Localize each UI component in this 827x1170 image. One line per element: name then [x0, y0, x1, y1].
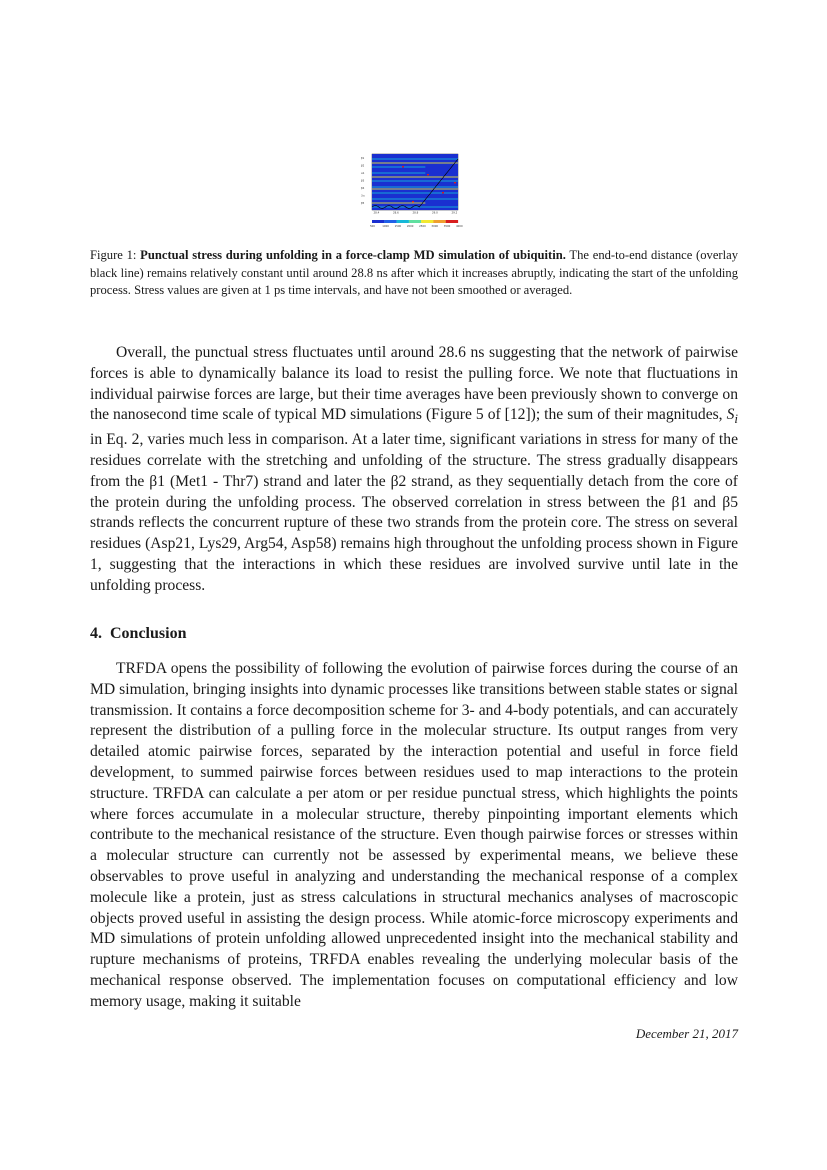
- heatmap-streak: [372, 199, 458, 200]
- x-tick-label: 29.0: [432, 211, 438, 215]
- heatmap-streak: [372, 167, 425, 168]
- heatmap-row: [372, 170, 458, 172]
- heatmap-row: [372, 190, 458, 192]
- footer-date: December 21, 2017: [635, 1026, 738, 1041]
- x-axis-ticks: [374, 211, 458, 215]
- heatmap-peak: [402, 166, 404, 167]
- heatmap-peak: [454, 182, 456, 183]
- colorbar-tick-label: 3500: [443, 225, 451, 228]
- figure-label: Figure 1:: [90, 248, 137, 262]
- heatmap-row: [372, 154, 458, 156]
- heatmap-row: [372, 208, 458, 210]
- colorbar-tick-label: 500: [370, 225, 375, 228]
- heatmap-peak: [442, 192, 444, 193]
- heatmap-peak: [412, 201, 414, 202]
- paragraph-1-text-a: Overall, the punctual stress fluctuates until around 28.6 ns suggesting that the network of pairwise forces is able to dynamically balance its load to resist the pulling force. We note that fluctuations in individual pairwise forces are large, but their time averages have been previously shown to converge on the nanosecond time scale of typical MD simulations (Figure 5 of [12]); the sum of their magnitudes,: [90, 344, 738, 424]
- stress-symbol: S: [726, 406, 735, 424]
- heatmap-row: [372, 200, 458, 202]
- heatmap-row: [372, 184, 458, 186]
- section-number: 4.: [90, 625, 102, 642]
- colorbar-segment: [384, 220, 396, 223]
- colorbar-tick-label: 1500: [394, 225, 402, 228]
- residue-labels: [361, 156, 365, 205]
- section-heading: [90, 625, 186, 643]
- heatmap-streak: [372, 187, 458, 188]
- heatmap-streak: [372, 193, 458, 194]
- heatmap-peak: [427, 174, 429, 175]
- colorbar-tick-label: 1000: [382, 225, 389, 228]
- residue-label: β2: [361, 164, 365, 168]
- figure-title: Punctual stress during unfolding in a force-clamp MD simulation of ubiquitin.: [140, 248, 566, 262]
- heatmap-streak: [372, 163, 458, 164]
- colorbar-tick-label: 4000: [456, 225, 463, 228]
- colorbar-segment: [397, 220, 409, 223]
- colorbar-tick-label: 2500: [419, 225, 426, 228]
- heatmap-row: [372, 182, 458, 184]
- paragraph-1-text-b: in Eq. 2, varies much less in comparison. At a later time, significant variations in stress for many of the residues correlate with the stretching and unfolding of the structure. The stress gradually disappears from the β1 (Met1 - Thr7) strand and later the β2 strand, as they sequentially detach from the core of the protein during the unfolding process. The observed correlation in stress between the β1 and β5 strands reflects the concurrent rupture of these two strands from the protein core. The stress on several residues (Asp21, Lys29, Arg54, Asp58) remains high throughout the unfolding process shown in Figure 1, suggesting that the interactions in which these residues are involved survive until late in the unfolding process.: [90, 431, 738, 594]
- residue-label: 3₁₀: [361, 194, 365, 198]
- colorbar-segment: [421, 220, 433, 223]
- body-paragraph-1: [90, 343, 738, 597]
- colorbar: [372, 220, 458, 223]
- colorbar-segment: [372, 220, 384, 223]
- x-tick-label: 28.8: [412, 211, 419, 215]
- heatmap-row: [372, 156, 458, 158]
- colorbar-tick-label: 3000: [431, 225, 439, 228]
- heatmap-bands: [372, 154, 458, 210]
- heatmap-row: [372, 160, 458, 162]
- heatmap-row: [372, 196, 458, 198]
- body-paragraph-2: TRFDA opens the possibility of following the evolution of pairwise forces during the course of an MD simulation, bringing insights into dynamic processes like transitions between stable states or signal transmission. It contains a force decomposition scheme for 3- and 4-body potentials, and can accurately represent the distribution of a pulling force in the molecular structure. Its output ranges from very detailed atomic pairwise forces, separated by the interaction potential and useful in force field development, to summed pairwise forces between residues used to map interactions to the protein structure. TRFDA can calculate a per atom or per residue punctual stress, which highlights the points where forces accumulate in a molecular structure, thereby pinpointing important elements which contribute to the mechanical resistance of the structure. Even though pairwise forces or stresses within a molecular structure can currently not be assessed by experimental means, we believe these observables to prove useful in analyzing and understanding the mechanical response of a complex molecule like a protein, just as stress calculations in structural mechanics analyses of macroscopic objects proved useful in assisting the design process. While atomic-force microscopy experiments and MD simulations of protein unfolding allowed unprecedented insight into the mechanical stability and rupture mechanisms of proteins, TRFDA enables revealing the underlying molecular basis of the mechanical response observed. The implementation focuses on computational efficiency and low memory usage, making it suitable: [90, 660, 738, 1010]
- heatmap-streak: [372, 203, 425, 204]
- colorbar-segment: [433, 220, 445, 223]
- heatmap-streak: [372, 189, 458, 190]
- section-title: Conclusion: [110, 625, 187, 642]
- figure-caption-body: The end-to-end distance (overlay black line) remains relatively constant until around 28.8 ns after which it increases abruptly, indicating the start of the unfolding process. Stress values are given at 1 ps time intervals, and have not been smoothed or averaged.: [90, 248, 739, 298]
- colorbar-ticks: [370, 224, 463, 228]
- colorbar-segment: [409, 220, 421, 223]
- residue-label: β1: [361, 157, 365, 160]
- x-tick-label: 28.6: [393, 211, 399, 215]
- residue-label: β3: [361, 179, 365, 183]
- residue-label: β5: [361, 202, 365, 205]
- figure-caption: [90, 247, 738, 300]
- colorbar-tick-label: 2000: [406, 225, 414, 228]
- residue-label: α1: [361, 172, 365, 175]
- heatmap-row: [372, 194, 458, 196]
- heatmap-streak: [372, 177, 458, 178]
- heatmap-row: [372, 164, 458, 166]
- stress-subscript: i: [734, 411, 738, 427]
- figure-1: [360, 150, 470, 236]
- heatmap-streak: [372, 159, 458, 160]
- heatmap-row: [372, 168, 458, 170]
- heatmap-streak: [372, 181, 458, 182]
- residue-label: β4: [361, 187, 365, 190]
- stress-heatmap-figure: [360, 150, 470, 236]
- x-tick-label: 28.4: [373, 211, 380, 215]
- heatmap-streak: [372, 173, 425, 174]
- colorbar-segment: [446, 220, 458, 223]
- x-tick-label: 29.2: [451, 211, 458, 215]
- heatmap-row: [372, 178, 458, 180]
